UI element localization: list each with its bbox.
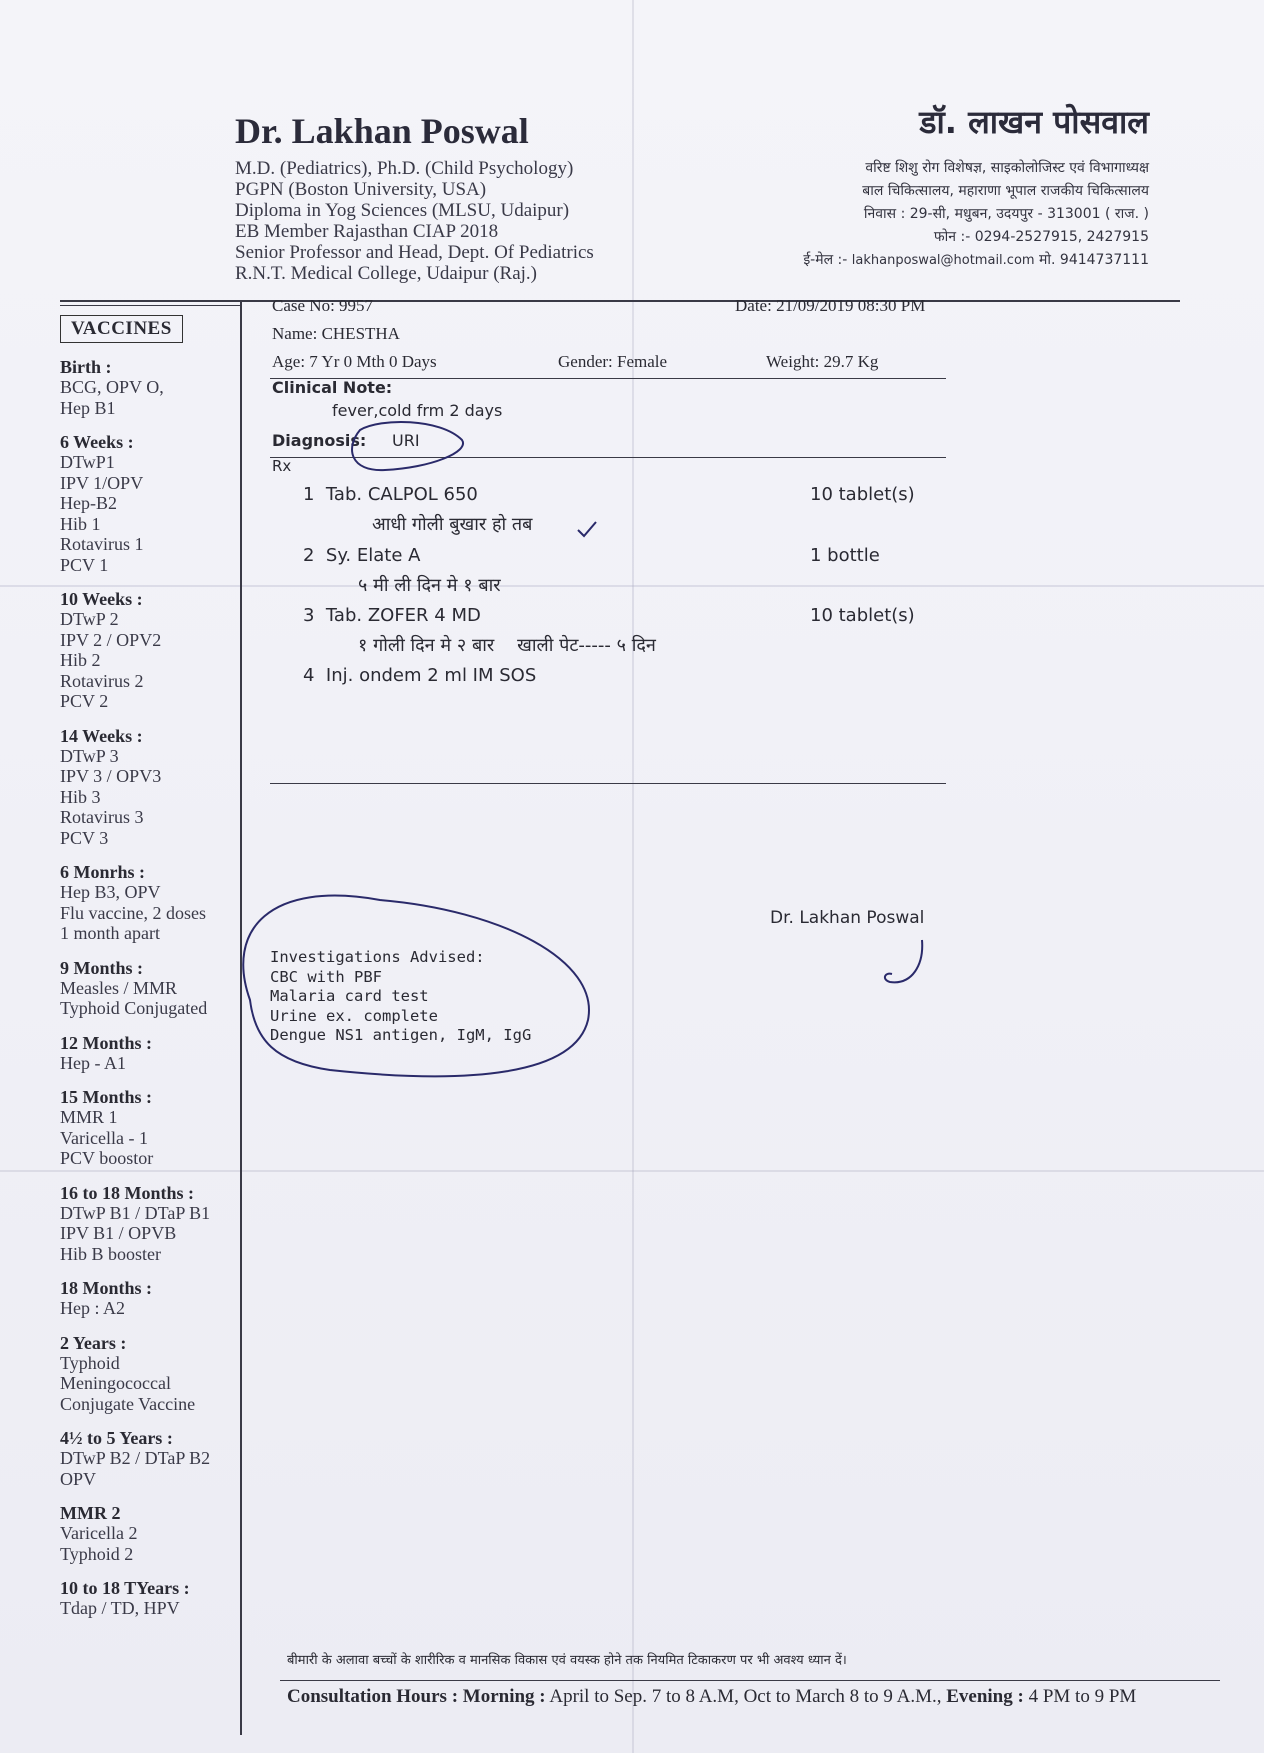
patient-name: Name: CHESTHA <box>272 324 400 343</box>
vaccine-item: OPV <box>60 1468 97 1489</box>
patient-age: Age: 7 Yr 0 Mth 0 Days <box>272 352 437 371</box>
vaccine-item: DTwP B2 / DTaP B2 <box>60 1448 211 1468</box>
vaccine-item: 1 month apart <box>60 923 160 943</box>
vaccine-item: Hib 3 <box>60 786 101 807</box>
email-label: ई-मेल :- <box>803 252 848 268</box>
vaccine-item: IPV 2 / OPV2 <box>60 629 162 650</box>
vaccine-group-title: 15 Months : <box>60 1087 153 1107</box>
vaccines-title: VACCINES <box>60 315 183 343</box>
qualification-line: Diploma in Yog Sciences (MLSU, Udaipur) <box>235 200 570 221</box>
vaccine-group-title: 10 Weeks : <box>60 589 143 609</box>
vaccine-item: PCV 3 <box>60 827 109 848</box>
investigation-item: CBC with PBF <box>270 967 382 986</box>
hindi-line: निवास : 29-सी, मधुबन, उदयपुर - 313001 ( राज. ) <box>863 206 1149 222</box>
signature-scribble <box>885 940 922 982</box>
rx-drug: Sy. Elate A <box>325 545 421 566</box>
vaccine-item: Varicella - 1 <box>60 1127 148 1148</box>
vaccine-group-title: 6 Weeks : <box>60 432 134 452</box>
doctor-name-hindi: डॉ. लाखन पोसवाल <box>919 103 1149 141</box>
vaccine-item: Hep : A2 <box>60 1298 125 1318</box>
investigation-item: Malaria card test <box>270 987 429 1005</box>
qualification-line: EB Member Rajasthan CIAP 2018 <box>235 221 499 242</box>
morning-hours: April to Sep. 7 to 8 A.M, Oct to March 8 to 9 A.M., <box>549 1686 942 1707</box>
evening-hours: 4 PM to 9 PM <box>1028 1686 1137 1707</box>
vaccine-item: Hib B booster <box>60 1243 161 1264</box>
hindi-line: बाल चिकित्सालय, महाराणा भूपाल राजकीय चिकित्सालय <box>862 183 1149 199</box>
vaccine-item: Typhoid 2 <box>60 1543 134 1564</box>
vaccine-item: DTwP B1 / DTaP B1 <box>60 1202 211 1223</box>
vaccine-group-title: 9 Months : <box>60 957 144 978</box>
vaccine-item: IPV B1 / OPVB <box>60 1223 177 1243</box>
diagnosis-circle <box>352 422 463 470</box>
vaccine-item: Typhoid Conjugated <box>60 998 208 1018</box>
vaccine-item: Hib 2 <box>60 650 101 670</box>
vaccine-item: DTwP 3 <box>60 745 119 766</box>
investigations-title: Investigations Advised: <box>270 948 485 966</box>
email: lakhanposwal@hotmail.com <box>851 253 1035 268</box>
rx-quantity: 10 tablet(s) <box>810 605 915 626</box>
vaccine-item: Conjugate Vaccine <box>60 1393 196 1414</box>
investigations-circle <box>243 896 589 1077</box>
vaccine-item: Hep - A1 <box>60 1052 126 1073</box>
vaccine-item: Meningococcal <box>60 1373 171 1393</box>
vaccine-group-title: Birth : <box>60 357 112 377</box>
vaccine-group-title: 18 Months : <box>60 1278 153 1298</box>
vaccine-group-title: 2 Years : <box>60 1332 127 1353</box>
vaccine-item: PCV 1 <box>60 554 109 575</box>
investigation-item: Urine ex. complete <box>270 1006 438 1025</box>
vaccine-group-title: 16 to 18 Months : <box>60 1182 194 1203</box>
vaccine-item: Hep B1 <box>60 397 116 418</box>
vaccine-item: BCG, OPV O, <box>60 377 164 397</box>
vaccine-item: Hep-B2 <box>60 493 117 513</box>
vaccine-item: Typhoid <box>60 1352 120 1373</box>
vaccine-item: Hep B3, OPV <box>60 882 161 902</box>
hours-label: Consultation Hours : <box>287 1686 459 1707</box>
vaccine-item: Rotavirus 2 <box>60 670 144 691</box>
doctor-name: Dr. Lakhan Poswal <box>235 111 529 151</box>
vaccine-item: Rotavirus 1 <box>60 534 144 554</box>
vaccine-item: PCV boostor <box>60 1148 154 1168</box>
clinical-note: fever,cold frm 2 days <box>332 401 503 420</box>
case-number: Case No: 9957 <box>272 296 374 315</box>
vaccine-group-title: 4½ to 5 Years : <box>60 1428 173 1448</box>
rx-number: 2 <box>303 545 315 566</box>
evening-label: Evening : <box>946 1686 1024 1707</box>
diagnosis-label: Diagnosis: <box>272 431 367 450</box>
rx-instruction: १ गोली दिन मे २ बार खाली पेट----- ५ दिन <box>358 635 656 656</box>
rx-drug: Tab. CALPOL 650 <box>325 484 478 505</box>
rx-drug: Tab. ZOFER 4 MD <box>325 605 481 626</box>
vaccine-item: DTwP1 <box>60 452 115 472</box>
vaccine-item: PCV 2 <box>60 691 109 711</box>
vaccine-item: Rotavirus 3 <box>60 807 144 827</box>
vaccine-group-title: 12 Months : <box>60 1032 153 1053</box>
consultation-hours <box>287 1686 1136 1708</box>
vaccine-item: Measles / MMR <box>60 977 177 998</box>
visit-date: Date: 21/09/2019 08:30 PM <box>735 296 926 315</box>
rx-label: Rx <box>272 457 292 475</box>
investigation-item: Dengue NS1 antigen, IgM, IgG <box>270 1026 532 1044</box>
patient-gender: Gender: Female <box>558 352 668 371</box>
footer-note: बीमारी के अलावा बच्चों के शारीरिक व मानसिक विकास एवं वयस्क होने तक नियमित टिकाकरण पर भी अवश्य ध्यान दें। <box>287 1653 847 1668</box>
rx-instruction: आधी गोली बुखार हो तब <box>372 514 533 535</box>
vaccine-item: DTwP 2 <box>60 609 119 629</box>
vaccine-group-title: 6 Monrhs : <box>60 862 145 882</box>
tick-mark <box>578 522 596 536</box>
vaccine-item: IPV 1/OPV <box>60 472 144 493</box>
vaccine-item: Flu vaccine, 2 doses <box>60 902 206 923</box>
signature-name: Dr. Lakhan Poswal <box>770 908 925 928</box>
qualification-line: PGPN (Boston University, USA) <box>235 179 487 200</box>
vaccine-group-title: 10 to 18 TYears : <box>60 1578 190 1598</box>
vaccine-group-title: MMR 2 <box>60 1503 121 1523</box>
vaccine-item: IPV 3 / OPV3 <box>60 766 162 786</box>
mobile: मो. 9414737111 <box>1039 252 1149 268</box>
patient-weight: Weight: 29.7 Kg <box>766 352 879 371</box>
rx-number: 1 <box>303 484 315 505</box>
rx-number: 3 <box>303 605 315 626</box>
qualification-line: Senior Professor and Head, Dept. Of Pediatrics <box>235 242 594 263</box>
rx-instruction: ५ मी ली दिन मे १ बार <box>358 575 501 596</box>
rx-quantity: 1 bottle <box>810 545 880 566</box>
hindi-line: वरिष्ट शिशु रोग विशेषज्ञ, साइकोलोजिस्ट एवं विभागाध्यक्ष <box>865 160 1149 176</box>
hindi-line: फोन :- 0294-2527915, 2427915 <box>933 229 1149 245</box>
qualification-line: M.D. (Pediatrics), Ph.D. (Child Psychology) <box>235 158 574 179</box>
rx-number: 4 <box>303 665 315 686</box>
diagnosis-value: URI <box>392 431 420 450</box>
vaccine-item: Hib 1 <box>60 513 101 534</box>
rx-drug: Inj. ondem 2 ml IM SOS <box>325 665 537 686</box>
vaccine-item: Varicella 2 <box>60 1523 138 1543</box>
vaccine-group-title: 14 Weeks : <box>60 725 143 746</box>
morning-label: Morning : <box>462 1686 546 1707</box>
clinical-note-label: Clinical Note: <box>272 378 393 397</box>
vaccine-item: MMR 1 <box>60 1107 118 1127</box>
rx-quantity: 10 tablet(s) <box>810 484 915 505</box>
qualification-line: R.N.T. Medical College, Udaipur (Raj.) <box>235 263 537 284</box>
vaccine-item: Tdap / TD, HPV <box>60 1598 180 1618</box>
